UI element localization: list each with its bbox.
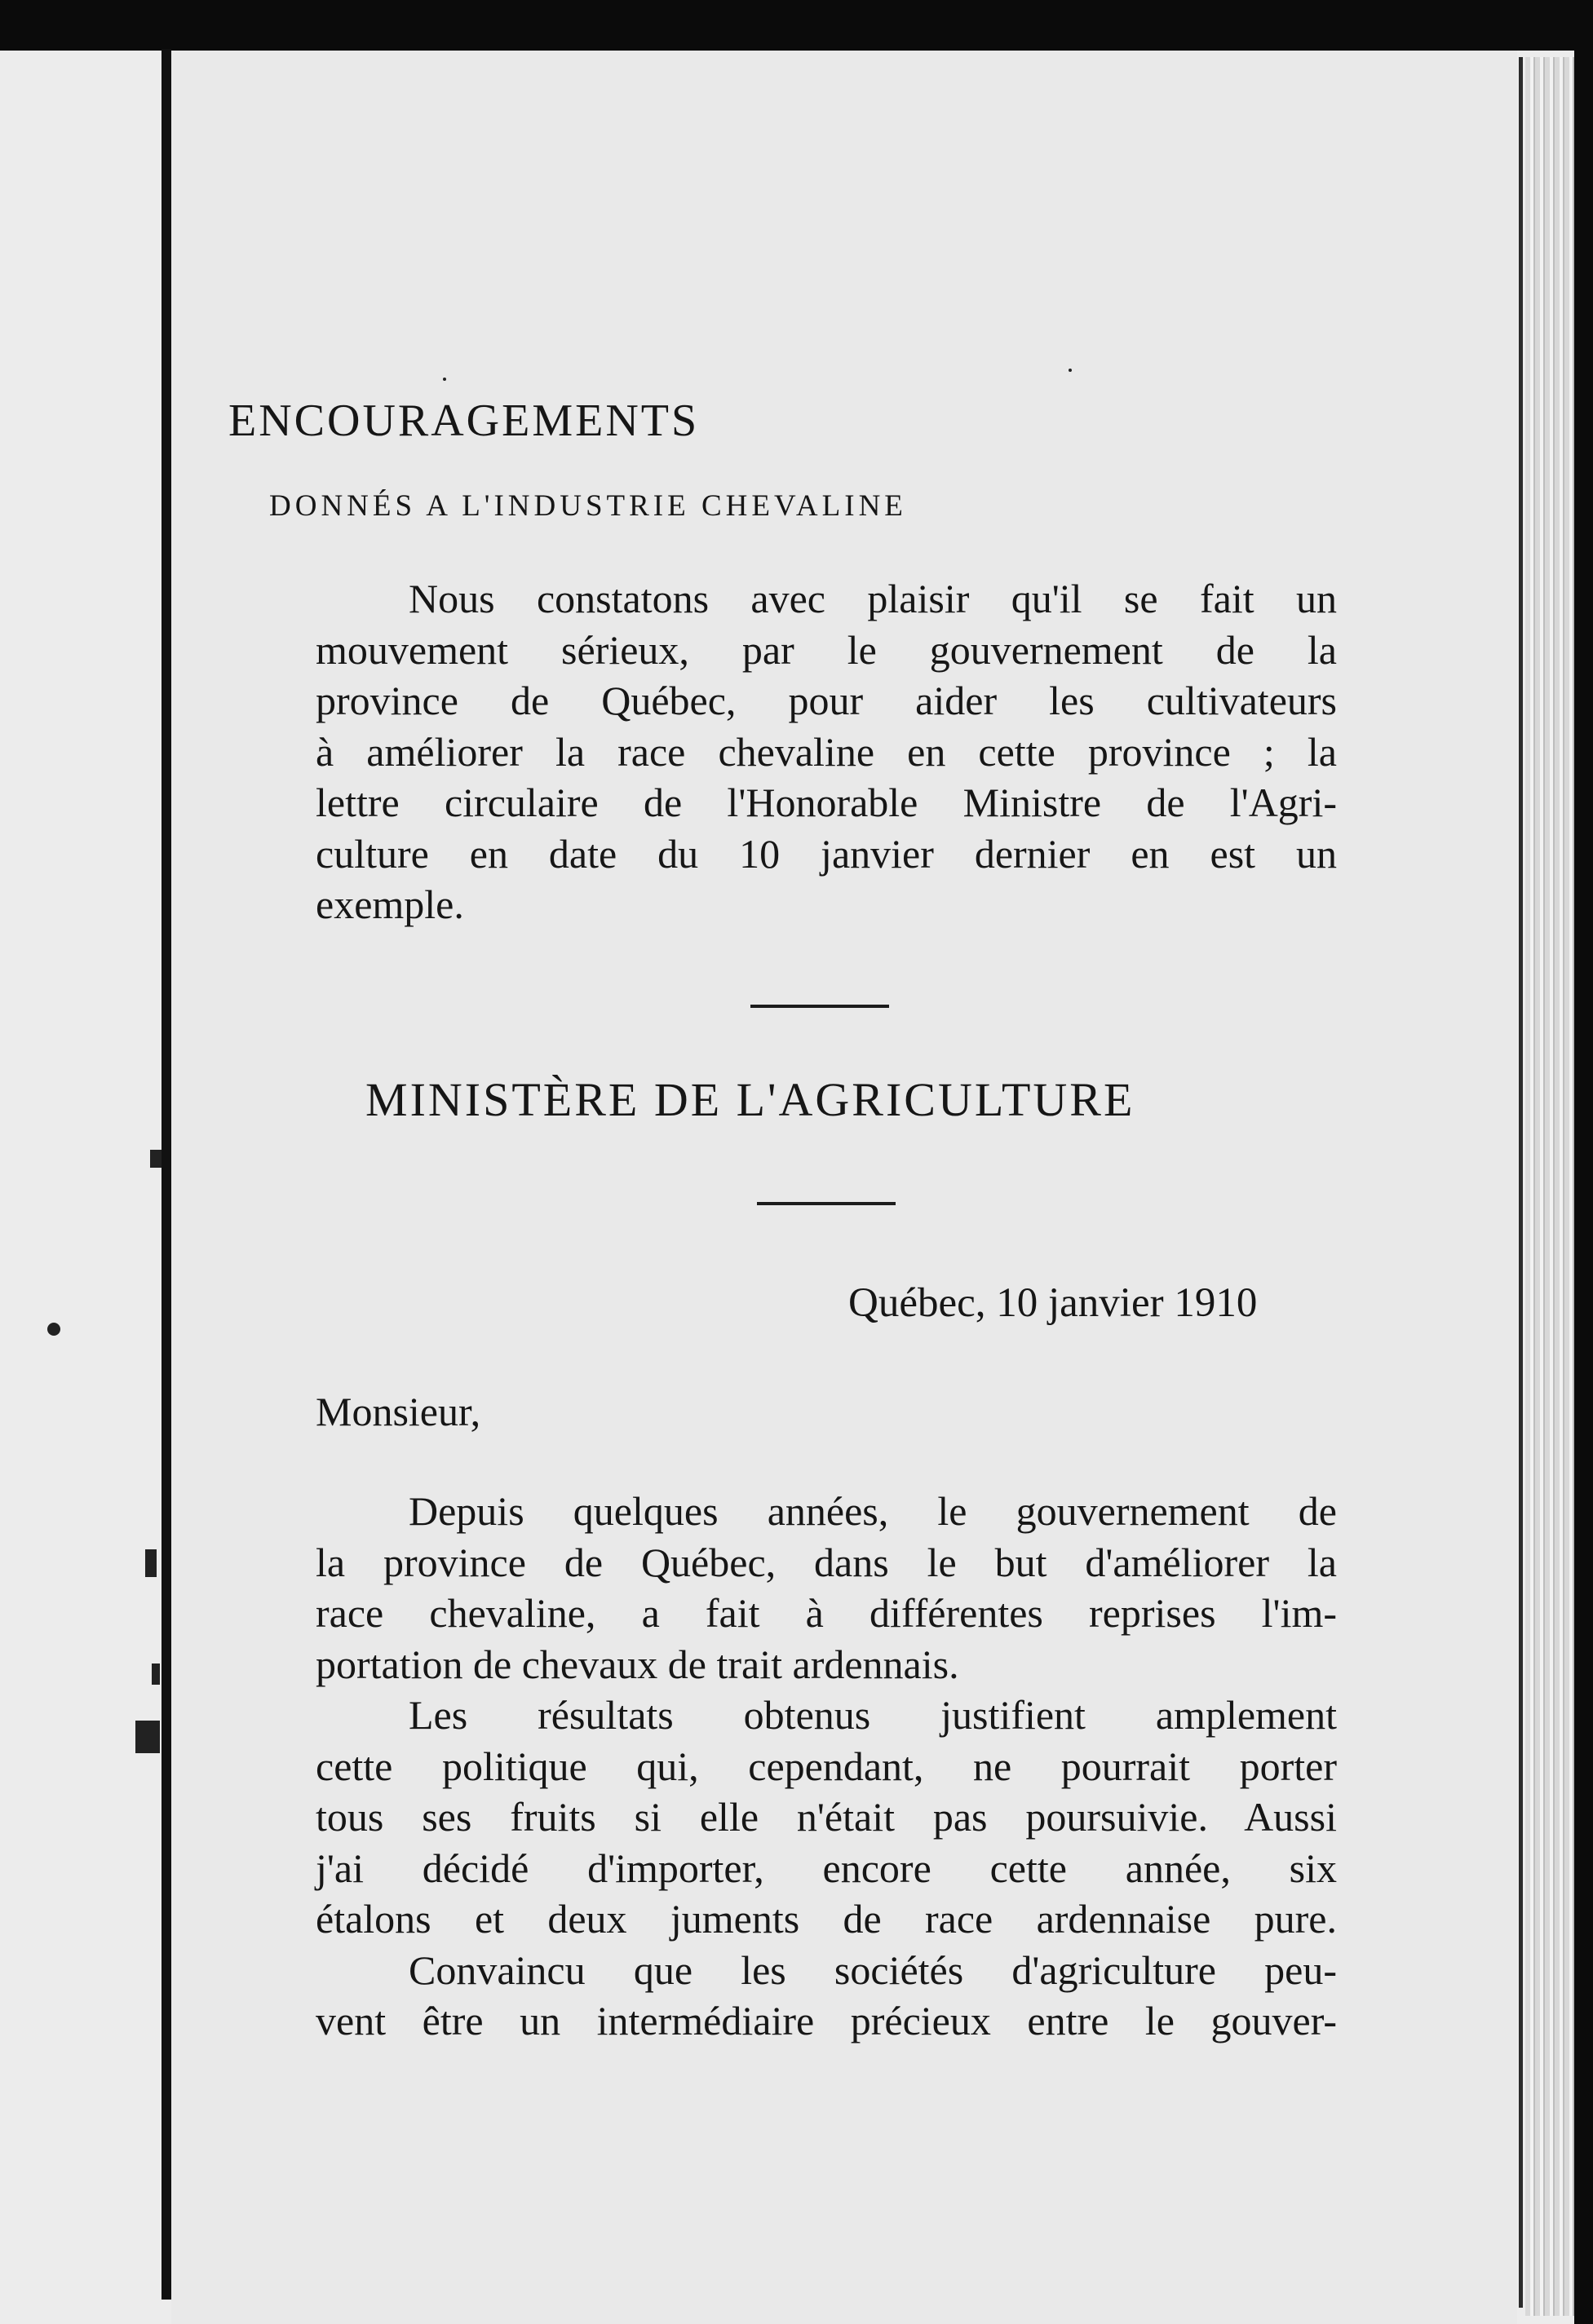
text-line: à améliorer la race chevaline en cette province ; la [316, 728, 1337, 775]
text-line: j'ai décidé d'importer, encore cette année, six [316, 1845, 1337, 1891]
scan-mark [150, 1150, 162, 1168]
text-line: Les résultats obtenus justifient amplement [409, 1692, 1337, 1738]
scan-right-border [1574, 51, 1593, 2324]
intro-paragraph [316, 573, 1337, 930]
document-subtitle: DONNÉS A L'INDUSTRIE CHEVALINE [269, 489, 907, 523]
divider-rule [750, 1005, 889, 1008]
binding-gutter-line [162, 49, 171, 2300]
text-line: étalons et deux juments de race ardennaise pure. [316, 1896, 1337, 1942]
text-line: province de Québec, pour aider les cultivateurs [316, 678, 1337, 723]
scan-speck [47, 1323, 60, 1336]
scan-mark [135, 1721, 160, 1753]
text-line: tous ses fruits si elle n'était pas poursuivie. Aussi [316, 1794, 1337, 1840]
letter-dateline: Québec, 10 janvier 1910 [848, 1280, 1258, 1326]
scan-mark [152, 1663, 160, 1685]
text-line: exemple. [316, 881, 464, 927]
text-line: mouvement sérieux, par le gouvernement de la [316, 626, 1337, 673]
scan-left-margin [0, 51, 171, 2324]
divider-rule [757, 1202, 896, 1205]
page-edge-line [1519, 57, 1523, 2308]
text-line: portation de chevaux de trait ardennais. [316, 1641, 959, 1687]
text-line: vent être un intermédiaire précieux entre le gouver- [316, 1998, 1337, 2043]
text-line: culture en date du 10 janvier dernier en est un [316, 830, 1337, 877]
scan-mark [145, 1549, 157, 1577]
text-line: race chevaline, a fait à différentes reprises l'im- [316, 1590, 1337, 1636]
text-line: Convaincu que les sociétés d'agriculture peu- [409, 1946, 1337, 1993]
ministry-heading: MINISTÈRE DE L'AGRICULTURE [365, 1073, 1135, 1126]
text-line: Depuis quelques années, le gouvernement de [409, 1488, 1337, 1534]
scan-top-border [0, 0, 1593, 51]
letter-salutation: Monsieur, [316, 1389, 481, 1434]
text-line: lettre circulaire de l'Honorable Ministre de l'Agri- [316, 780, 1337, 825]
document-title: ENCOURAGEMENTS [228, 395, 700, 446]
text-line: la province de Québec, dans le but d'améliorer la [316, 1539, 1337, 1585]
scan-speck [1069, 369, 1072, 372]
scan-speck [443, 378, 446, 381]
page-stack-edges [1525, 57, 1574, 2316]
text-line: cette politique qui, cependant, ne pourrait porter [316, 1743, 1337, 1789]
letter-body [316, 1486, 1337, 2047]
text-line: Nous constatons avec plaisir qu'il se fait un [409, 576, 1337, 621]
